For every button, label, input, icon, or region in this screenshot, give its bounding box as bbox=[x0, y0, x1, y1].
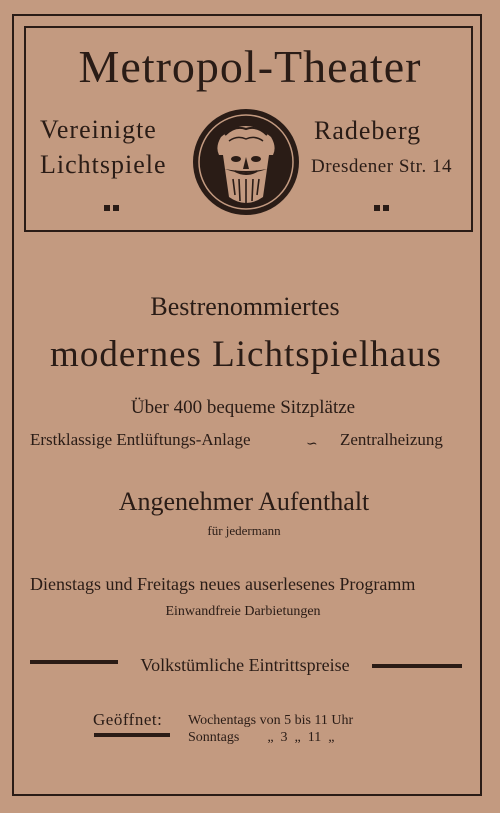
prices-line: Volkstümliche Eintrittspreise bbox=[140, 655, 350, 675]
ornament-square bbox=[374, 205, 380, 211]
header-left-line1: Vereinigte bbox=[40, 115, 157, 144]
ventilation-text: Erstklassige Entlüftungs-Anlage bbox=[30, 430, 251, 449]
ornament-square bbox=[383, 205, 389, 211]
weekday-hours: Wochentags von 5 bis 11 Uhr bbox=[188, 713, 354, 728]
double-rule-right bbox=[372, 664, 462, 668]
program-line: Dienstags und Freitags neues auserlesenes Programm bbox=[30, 574, 416, 594]
performance-line: Einwandfreie Darbietungen bbox=[165, 604, 321, 619]
theater-title: Metropol-Theater bbox=[78, 41, 422, 92]
tagline-2: modernes Lichtspielhaus bbox=[50, 334, 442, 375]
bearded-mask-icon bbox=[191, 107, 301, 217]
tagline-1: Bestrenommiertes bbox=[150, 292, 340, 321]
hours-underline bbox=[94, 733, 170, 737]
comfort-subline: für jedermann bbox=[207, 523, 281, 538]
heating-text: Zentralheizung bbox=[340, 430, 443, 449]
header-right-line2: Dresdener Str. 14 bbox=[311, 156, 452, 177]
opening-hours-label: Geöffnet: bbox=[93, 710, 163, 729]
ornament-square bbox=[113, 205, 119, 211]
comfort-heading: Angenehmer Aufenthalt bbox=[118, 487, 370, 516]
header-left-line2: Lichtspiele bbox=[40, 150, 167, 179]
seats-line: Über 400 bequeme Sitzplätze bbox=[130, 397, 356, 418]
header-right-line1: Radeberg bbox=[314, 116, 422, 145]
ornament-square bbox=[104, 205, 110, 211]
sunday-hours: Sonntags „ 3 „ 11 „ bbox=[188, 730, 335, 745]
double-rule-left bbox=[30, 660, 118, 664]
tilde-separator-icon: ∽ bbox=[306, 437, 318, 452]
